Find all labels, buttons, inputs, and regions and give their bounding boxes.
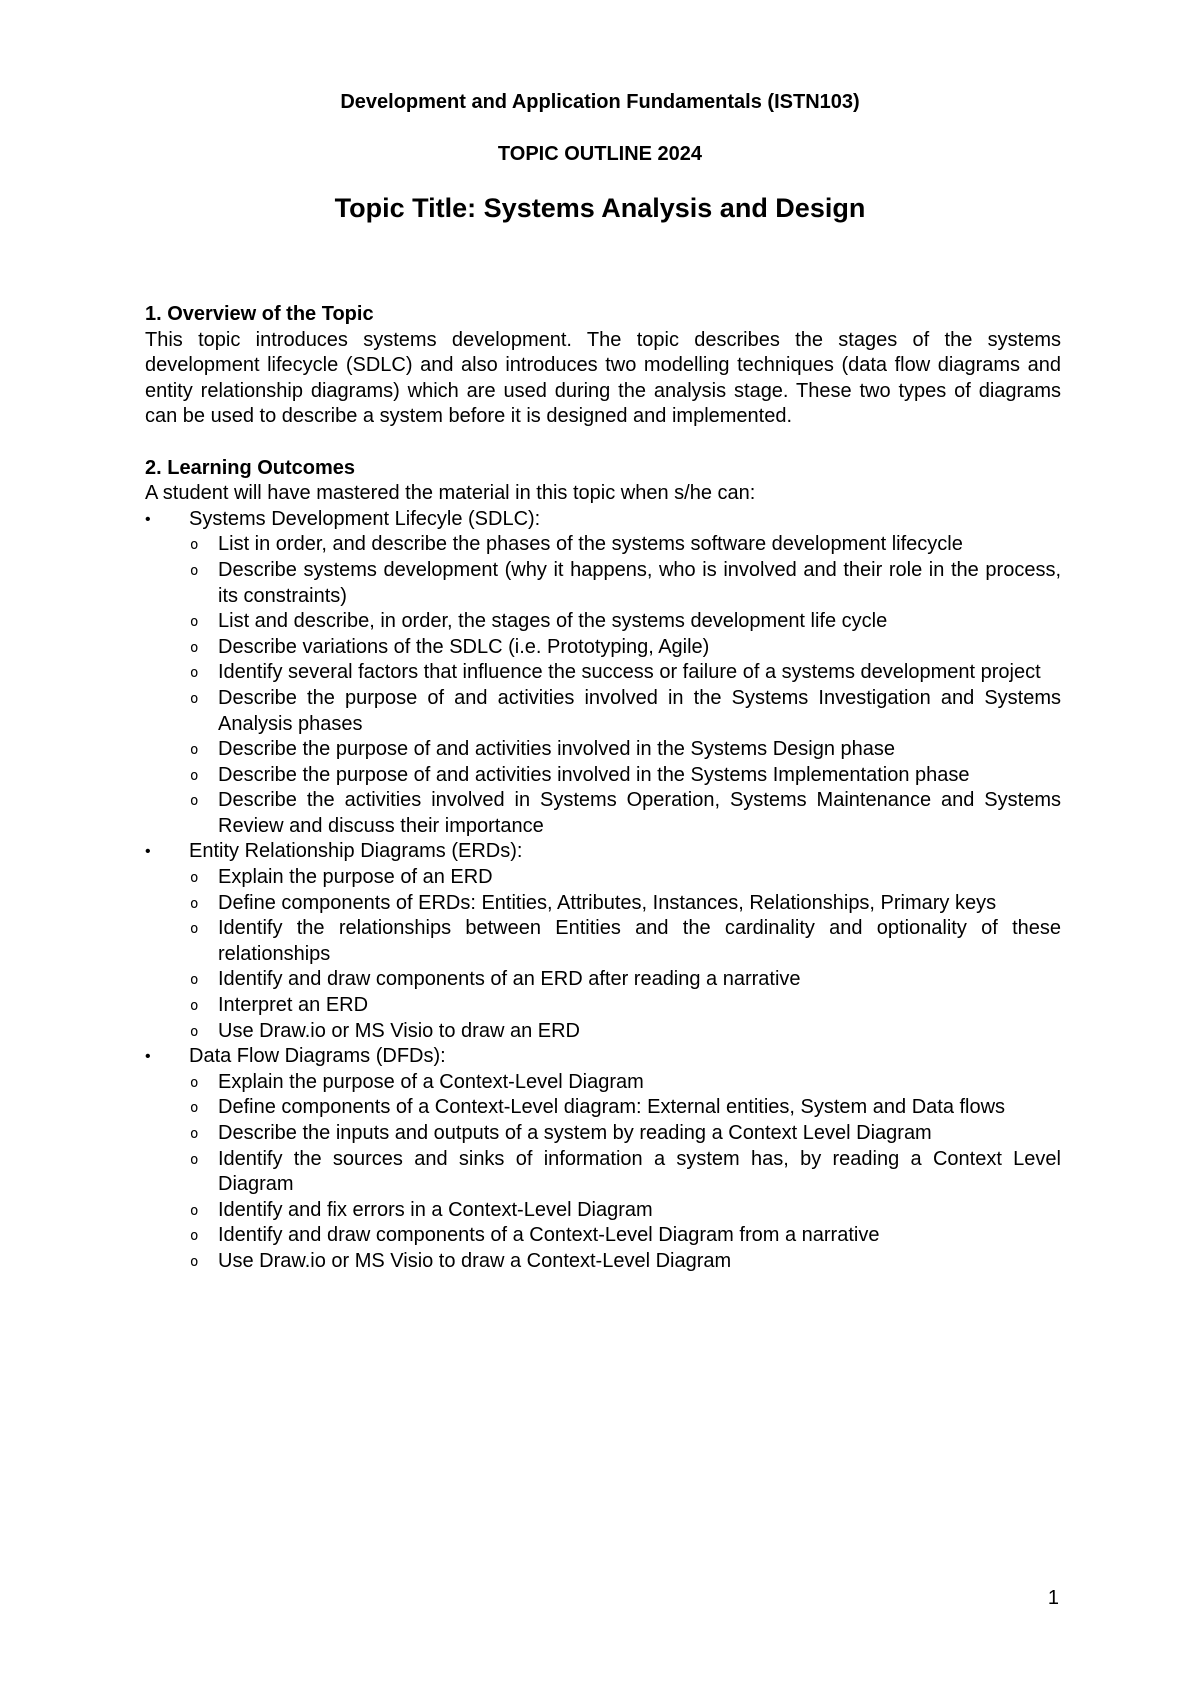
document-body [145, 302, 1061, 1275]
outcome-item-text: Use Draw.io or MS Visio to draw an ERD [218, 1019, 580, 1042]
outcome-item-text: Use Draw.io or MS Visio to draw a Context-Level Diagram [218, 1249, 732, 1272]
outcome-item-text: Explain the purpose of an ERD [218, 866, 493, 889]
sub-bullet-icon: o [190, 562, 199, 579]
outcome-item-text: Identify and draw components of a Context-Level Diagram from a narrative [218, 1224, 880, 1247]
sub-bullet-icon: o [190, 998, 199, 1015]
outcome-item [189, 1198, 1061, 1224]
outcome-item [189, 737, 1061, 763]
outcome-item [189, 1121, 1061, 1147]
sub-bullet-icon: o [190, 665, 199, 682]
outcome-item [189, 865, 1061, 891]
learning-outcomes-intro: A student will have mastered the material in this topic when s/he can: [145, 482, 756, 505]
outcome-group-title: Data Flow Diagrams (DFDs): [189, 1045, 446, 1068]
outcome-group-title: Systems Development Lifecyle (SDLC): [189, 507, 541, 530]
outcome-group-title: Entity Relationship Diagrams (ERDs): [189, 840, 523, 863]
outcome-item [189, 916, 1061, 967]
outcome-group-dfd [145, 1044, 1061, 1274]
outcome-item [189, 891, 1061, 917]
outcome-item-text: Describe the inputs and outputs of a system by reading a Context Level Diagram [218, 1122, 932, 1144]
outcome-item [189, 1095, 1061, 1121]
sub-bullet-icon: o [190, 870, 199, 887]
outcome-item-text: Describe the purpose of and activities involved in the Systems Implementation phase [218, 763, 970, 786]
sub-bullet-icon: o [190, 1074, 199, 1091]
sub-bullet-icon: o [190, 793, 199, 810]
overview-heading: 1. Overview of the Topic [145, 303, 374, 325]
outcome-item [189, 686, 1061, 737]
outcome-item [189, 558, 1061, 609]
outcome-item [189, 1019, 1061, 1045]
course-title: Development and Application Fundamentals (ISTN103) [340, 91, 860, 113]
overview-section [145, 302, 1061, 430]
outcome-item-text: Define components of a Context-Level diagram: External entities, System and Data flows [218, 1096, 1006, 1119]
sub-bullet-icon: o [190, 1126, 199, 1142]
sub-bullet-icon: o [190, 614, 199, 631]
sub-bullet-icon: o [190, 690, 199, 707]
outcome-item-text: Identify the relationships between Entities and the cardinality and optionality of these relationships [218, 917, 1061, 965]
sub-bullet-icon: o [190, 921, 199, 938]
outcome-item [189, 763, 1061, 789]
outcome-item-text: Identify and fix errors in a Context-Level Diagram [218, 1198, 653, 1221]
sub-bullet-icon: o [190, 1228, 199, 1245]
outcome-item [189, 532, 1061, 558]
outcome-item [189, 1249, 1061, 1275]
outcome-group-erd [145, 839, 1061, 1044]
outline-label: TOPIC OUTLINE 2024 [497, 143, 703, 165]
section-spacer [145, 430, 1061, 456]
sub-bullet-icon: o [190, 972, 199, 989]
outcome-item-text: Describe the activities involved in Systems Operation, Systems Maintenance and Systems Review and discuss their importance [218, 789, 1061, 837]
sub-bullet-icon: o [190, 742, 199, 759]
sub-bullet-icon: o [190, 1253, 199, 1270]
outcome-item-text: Interpret an ERD [218, 994, 369, 1017]
overview-paragraph: This topic introduces systems development. The topic describes the stages of the systems development lifecycle (SDLC) and also introduces two modelling techniques (data flow diagrams and entity relationship diagrams) which are used during the analysis stage. These two types of diagrams can be used to describe a system before it is designed and implemented. [145, 328, 1061, 428]
outcome-item-text: Describe variations of the SDLC (i.e. Prototyping, Agile) [218, 635, 710, 658]
outcome-items-sdlc [189, 532, 1061, 839]
outcome-item-text: Describe the purpose of and activities involved in the Systems Investigation and Systems Analysis phases [218, 686, 1061, 735]
sub-bullet-icon: o [190, 1100, 199, 1117]
outcome-groups-list [145, 507, 1061, 1275]
outcome-item-text: Describe the purpose of and activities involved in the Systems Design phase [218, 738, 896, 761]
outcome-item [189, 609, 1061, 635]
outcome-item [189, 788, 1061, 839]
bullet-icon: • [145, 1048, 151, 1066]
outcome-item [189, 967, 1061, 993]
outcome-item-text: Identify the sources and sinks of information a system has, by reading a Context Level Diagram [218, 1147, 1061, 1196]
sub-bullet-icon: o [190, 1202, 199, 1219]
sub-bullet-icon: o [190, 639, 199, 656]
outcome-item [189, 635, 1061, 661]
outcome-item-text: Describe systems development (why it happens, who is involved and their role in the process, its constraints) [218, 558, 1061, 607]
outcome-items-dfd [189, 1070, 1061, 1275]
outcome-item-text: List in order, and describe the phases of the systems software development lifecycle [218, 533, 963, 556]
outcome-item [189, 1070, 1061, 1096]
outcome-item [189, 993, 1061, 1019]
outcome-items-erd [189, 865, 1061, 1044]
learning-outcomes-heading: 2. Learning Outcomes [145, 456, 356, 479]
bullet-icon: • [145, 843, 151, 861]
outcome-item [189, 1147, 1061, 1198]
outcome-group-sdlc [145, 507, 1061, 840]
learning-outcomes-section [145, 456, 1061, 1275]
page-number: 1 [1047, 1587, 1059, 1609]
sub-bullet-icon: o [190, 767, 199, 784]
outcome-item-text: Define components of ERDs: Entities, Attributes, Instances, Relationships, Primary keys [218, 891, 997, 914]
outcome-item [189, 1223, 1061, 1249]
outcome-item-text: Identify several factors that influence the success or failure of a systems development project [218, 661, 1041, 684]
sub-bullet-icon: o [190, 1023, 199, 1040]
bullet-icon: • [145, 510, 151, 528]
sub-bullet-icon: o [190, 895, 199, 912]
outcome-item-text: Explain the purpose of a Context-Level Diagram [218, 1070, 644, 1093]
sub-bullet-icon: o [190, 1151, 199, 1168]
outcome-item-text: List and describe, in order, the stages of the systems development life cycle [218, 610, 888, 633]
topic-title: Topic Title: Systems Analysis and Design [334, 193, 866, 223]
sub-bullet-icon: o [190, 537, 199, 554]
outcome-item-text: Identify and draw components of an ERD after reading a narrative [218, 968, 801, 991]
outcome-item [189, 660, 1061, 686]
